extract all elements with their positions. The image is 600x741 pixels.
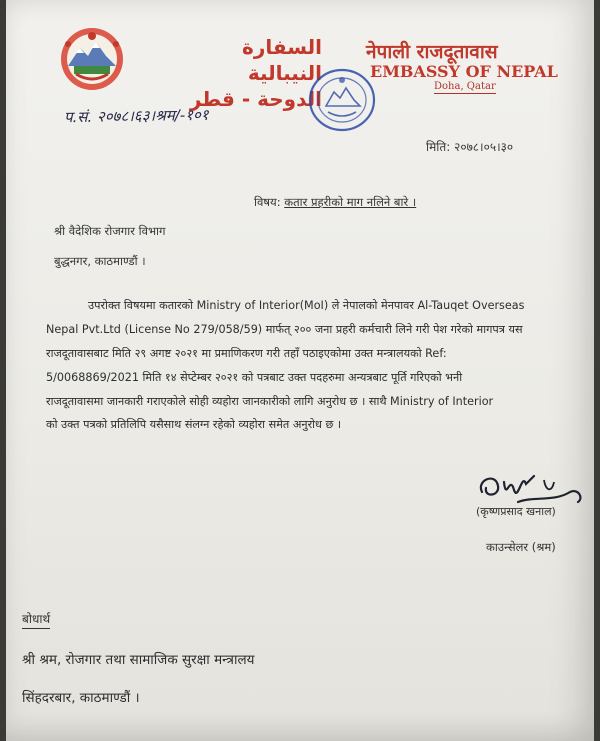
subject-text: कतार प्रहरीको माग नलिने बारे । [284, 195, 417, 209]
body-line-6: को उक्त पत्रको प्रतिलिपि यसैसाथ संलग्न रहेको व्यहोरा समेत अनुरोध छ । [46, 418, 342, 431]
subject-line [254, 195, 416, 210]
addressee-line2: बुद्धनगर, काठमाण्डौं । [54, 254, 146, 268]
cc-heading: बोधार्थ [22, 610, 50, 629]
letterhead-arabic-line2: الدوحة - قطر [189, 87, 322, 111]
cc-line-2: सिंहदरबार, काठमाण्डौं । [22, 690, 140, 706]
signer-title: काउन्सेलर (श्रम) [486, 540, 556, 554]
letter-date: मिति: २०७८।०५।३० [426, 140, 514, 154]
reference-number: प.सं. २०७८।६३।श्रम/-१०१ [63, 105, 209, 127]
addressee-line1: श्री वैदेशिक रोजगार विभाग [54, 224, 166, 238]
letterhead-nepali-title: नेपाली राजदूतावास [366, 41, 498, 63]
body-line-3: राजदूतावासबाट मिति २९ अगष्ट २०२१ मा प्रमाणिकरण गरी तहाँ पठाइएकोमा उक्त मन्त्रालयको Ref: [46, 347, 447, 360]
embassy-stamp-icon [304, 66, 380, 136]
body-line-5: राजदूतावासमा जानकारी गराएकोले सोही व्यहोरा जानकारीको लागि अनुरोध छ । साथै Ministry of Interior [46, 395, 494, 408]
letter-page [6, 0, 594, 741]
subject-label: विषय: [254, 195, 281, 209]
body-line-4: 5/0068869/2021 मिति १४ सेप्टेम्बर २०२१ को पत्रबाट उक्त पदहरुमा अन्यत्रबाट पूर्ति गरिएको भनी [46, 371, 463, 384]
letterhead-arabic-line1: السفارة النيبالية [242, 35, 322, 85]
letterhead-english-title: EMBASSY OF NEPAL [370, 62, 558, 81]
body-line-2: Nepal Pvt.Ltd (License No 279/058/59) मार्फत् २०० जना प्रहरी कर्मचारी लिने गरी पेश गरेको मागपत्र यस [46, 323, 523, 336]
signer-name: (कृष्णप्रसाद खनाल) [476, 505, 556, 518]
letterhead-arabic [172, 34, 322, 112]
body-line-1: उपरोक्त विषयमा कतारको Ministry of Interior(MoI) ले नेपालको मेनपावर Al-Tauqet Overseas [88, 299, 525, 312]
letterhead-location: Doha, Qatar [434, 81, 496, 92]
cc-line-1: श्री श्रम, रोजगार तथा सामाजिक सुरक्षा मन्त्रालय [22, 652, 255, 668]
nepal-emblem-icon [54, 26, 130, 92]
